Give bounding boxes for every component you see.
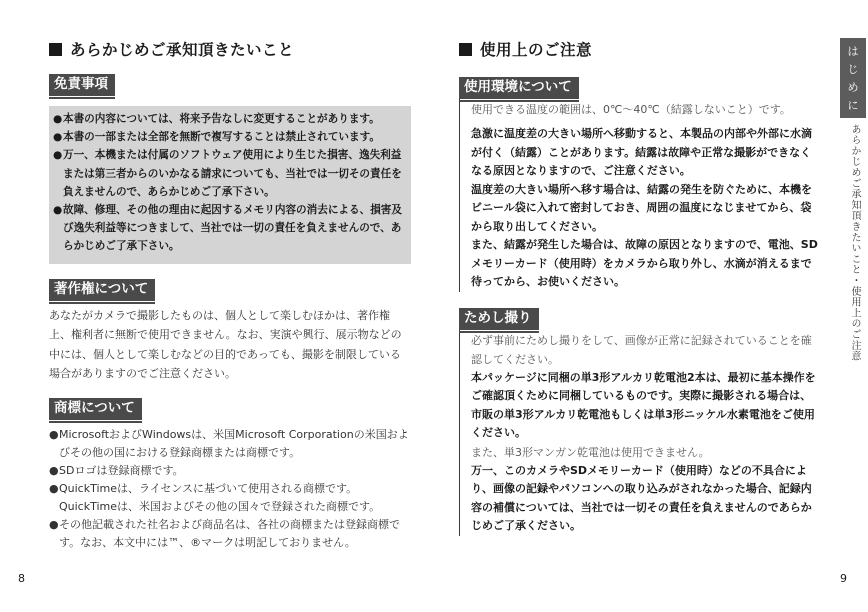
disclaimer-box — [49, 106, 411, 264]
disclaimer-label: 免責事項 — [49, 74, 115, 96]
test-shot-label: ためし撮り — [459, 308, 539, 330]
test-shot-intro: 必ず事前にためし撮りをして、画像が正常に記録されていることを確認してください。 — [471, 333, 812, 366]
left-page-title: あらかじめご承知頂きたいこと — [70, 41, 295, 59]
disclaimer-item: ● 本書の一部または全部を無断で複写することは禁止されています。 — [53, 128, 405, 146]
square-bullet-icon — [49, 43, 62, 56]
bullet-icon: ● — [49, 427, 59, 441]
environment-paragraph: 急激に温度差の大きい場所へ移動すると、本製品の内部や外部に水滴が付く（結露）ことがあります。結露は故障や正常な撮影ができなくなる原因となりますので、ご注意ください。 — [471, 127, 812, 177]
chapter-tab — [840, 38, 866, 118]
trademark-item: ● MicrosoftおよびWindowsは、米国Microsoft Corporationの米国およびその他の国における登録商標または商標です。 — [49, 427, 409, 459]
trademark-label: 商標について — [49, 398, 142, 420]
battery-note: 本パッケージに同梱の単3形アルカリ乾電池2本は、最初に基本操作をご確認頂くために同梱しているものです。実際に撮影される場合は、市販の単3形アルカリ乾電池もしくは単3形ニッケル水素電池をご使用ください。 — [471, 370, 816, 439]
chapter-tab-char: じ — [847, 63, 859, 76]
test-shot-box — [459, 330, 821, 536]
disclaimer-item: ● 故障、修理、その他の理由に起因するメモリ内容の消去による、損害及び逸失利益等につきまして、当社では一切の責任を負えませんので、あらかじめご了承下さい。 — [53, 201, 405, 256]
liability-note: 万一、このカメラやSDメモリーカード（使用時）などの不具合により、画像の記録やパソコンへの取り込みがされなかった場合、記録内容の補償については、当社では一切その責任を負えませんのであらかじめご了承ください。 — [471, 463, 812, 532]
right-page-heading — [459, 38, 821, 60]
square-bullet-icon — [459, 43, 472, 56]
bullet-icon: ● — [49, 463, 59, 477]
chapter-tab-char: は — [847, 45, 859, 58]
trademark-list — [49, 426, 411, 552]
disclaimer-item: ● 万一、本機または付属のソフトウェア使用により生じた損害、逸失利益または第三者からのいかなる請求についても、当社では一切その責任を負えませんので、あらかじめご了承下さい。 — [53, 146, 405, 201]
trademark-item: ● SDロゴは登録商標です。 — [49, 462, 411, 480]
copyright-section — [49, 278, 411, 384]
page-number-left: 8 — [18, 572, 25, 585]
chapter-tab-char: め — [847, 81, 859, 94]
trademark-section — [49, 397, 411, 552]
section-index-vertical: あらかじめご承知頂きたいこと・使用上のご注意 — [849, 124, 860, 362]
environment-box — [459, 99, 821, 292]
right-page-title: 使用上のご注意 — [480, 41, 593, 59]
manganese-note: また、単3形マンガン乾電池は使用できません。 — [471, 445, 710, 459]
bullet-icon: ● — [53, 149, 63, 162]
disclaimer-item: ● 本書の内容については、将来予告なしに変更することがあります。 — [53, 110, 405, 128]
bullet-icon: ● — [49, 517, 59, 531]
test-shot-section — [459, 307, 821, 536]
environment-paragraph: また、結露が発生した場合は、故障の原因となりますので、電池、SDメモリーカード（使用時）をカメラから取り外し、水滴が消えるまで待ってから、お使いください。 — [471, 238, 818, 288]
chapter-tab-char: に — [847, 99, 859, 112]
trademark-item: ● QuickTimeは、ライセンスに基づいて使用される商標です。QuickTimeは、米国およびその他の国々で登録された商標です。 — [49, 481, 381, 513]
environment-paragraph: 温度差の大きい場所へ移す場合は、結露の発生を防ぐために、本機をビニール袋に入れて密封しておき、周囲の温度になじませてから、袋から取り出してください。 — [471, 182, 812, 233]
trademark-item: ● その他記載された社名および商品名は、各社の商標または登録商標です。なお、本文中には™、®マークは明記しておりません。 — [49, 517, 400, 549]
copyright-label: 著作権について — [49, 279, 155, 301]
left-page — [49, 38, 411, 552]
page-number-right: 9 — [840, 572, 847, 585]
bullet-icon: ● — [53, 131, 63, 144]
bullet-icon: ● — [53, 113, 63, 125]
left-page-heading — [49, 38, 411, 60]
environment-intro: 使用できる温度の範囲は、0℃〜40℃（結露しないこと）です。 — [471, 103, 791, 116]
right-page — [459, 38, 821, 536]
environment-label: 使用環境について — [459, 77, 579, 99]
bullet-icon: ● — [49, 481, 59, 495]
disclaimer-section — [49, 73, 411, 264]
copyright-text: あなたがカメラで撮影したものは、個人として楽しむほかは、著作権上、権利者に無断で使用できません。なお、実演や興行、展示物などの中には、個人として楽しむなどの目的であっても、撮影を制限している場合がありますのでご注意ください。 — [49, 308, 402, 381]
environment-body — [471, 125, 821, 292]
bullet-icon: ● — [53, 204, 63, 217]
environment-section — [459, 76, 821, 292]
